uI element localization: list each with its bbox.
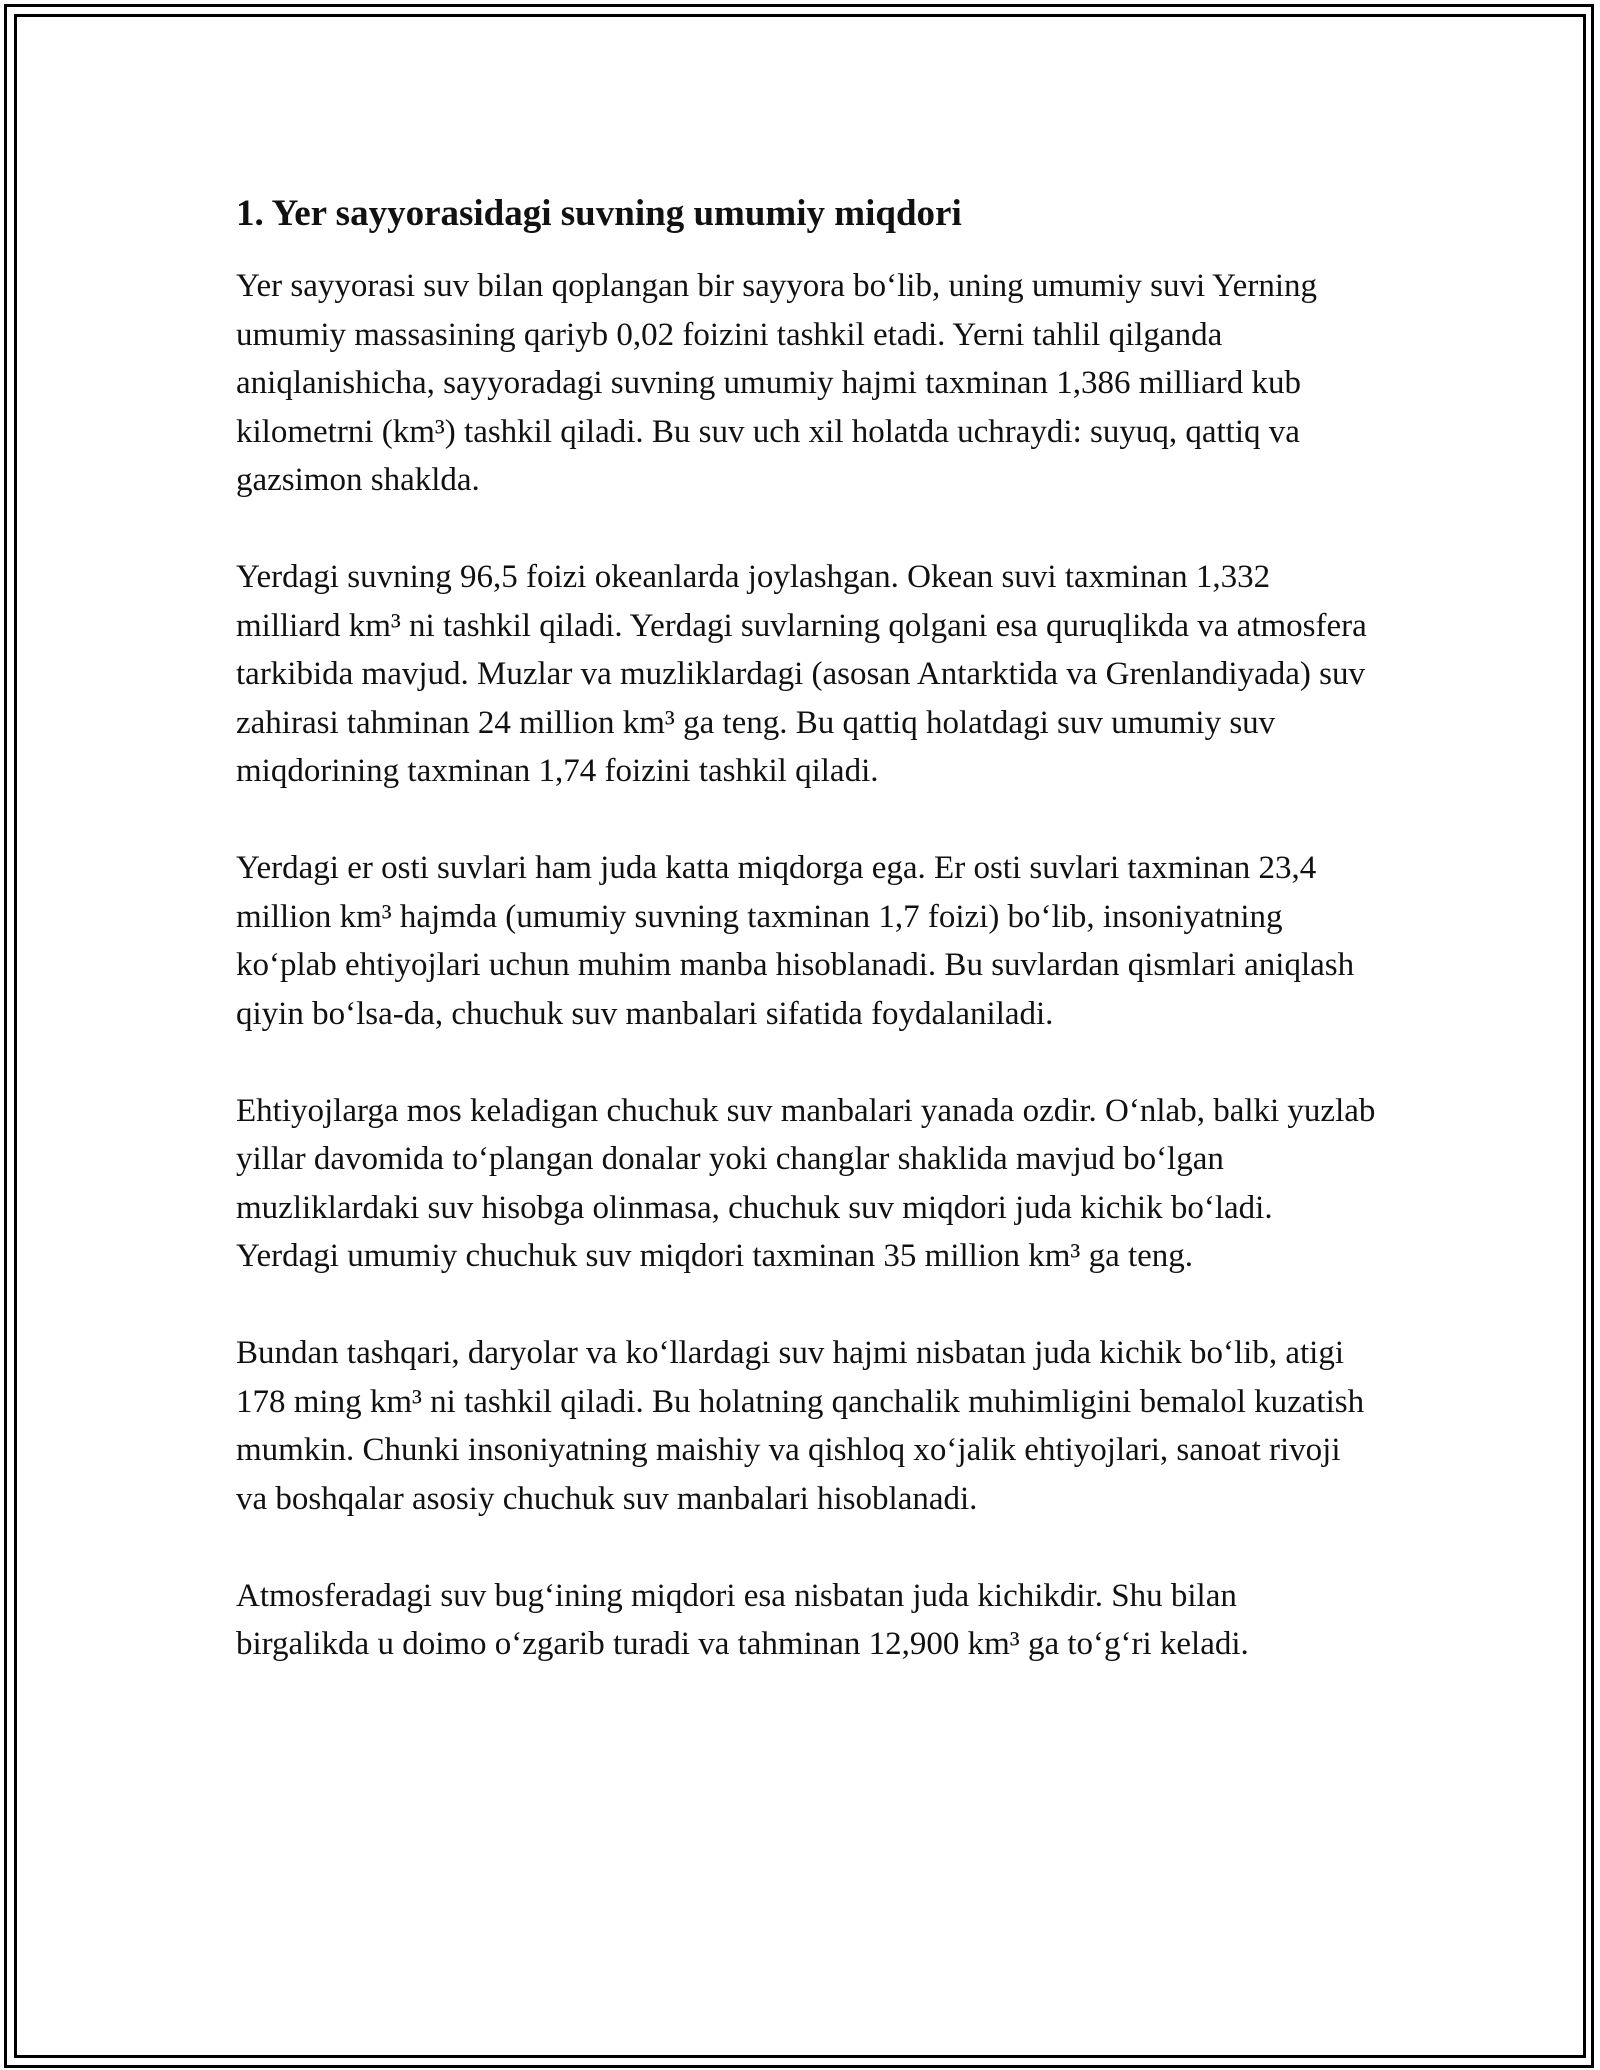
paragraph-rivers-lakes: Bundan tashqari, daryolar va ko‘llardagi suv hajmi nisbatan juda kichik bo‘lib, atigi 178 ming km³ ni tashkil qiladi. Bu holatning qanchalik muhimligini bemalol kuzatish mumkin. Chunki insoniyatning maishiy va qishloq xo‘jalik ehtiyojlari, sanoat rivoji va boshqalar asosiy chuchuk suv manbalari hisoblanadi. — [236, 1335, 1365, 1517]
paragraph-ocean-water: Yerdagi suvning 96,5 foizi okeanlarda joylashgan. Okean suvi taxminan 1,332 milliard km³ ni tashkil qiladi. Yerdagi suvlarning qolgani esa quruqlikda va atmosfera tarkibida mavjud. Muzlar va muzliklardagi (asosan Antarktida va Grenlandiyada) suv zahirasi tahminan 24 million km³ ga teng. Bu qattiq holatdagi suv umumiy suv miqdorining taxminan 1,74 foizini tashkil qiladi. — [236, 559, 1367, 789]
paragraph-total-water: Yer sayyorasi suv bilan qoplangan bir sayyora bo‘lib, uning umumiy suvi Yerning umumiy massasining qariyb 0,02 foizini tashkil etadi. Yerni tahlil qilganda aniqlanishicha, sayyoradagi suvning umumiy hajmi taxminan 1,386 milliard kub kilometrni (km³) tashkil qiladi. Bu suv uch xil holatda uchraydi: suyuq, qattiq va gazsimon shaklda. — [236, 268, 1317, 498]
paragraph-groundwater: Yerdagi er osti suvlari ham juda katta miqdorga ega. Er osti suvlari taxminan 23,4 million km³ hajmda (umumiy suvning taxminan 1,7 foizi) bo‘lib, insoniyatning ko‘plab ehtiyojlari uchun muhim manba hisoblanadi. Bu suvlardan qismlari aniqlash qiyin bo‘lsa-da, chuchuk suv manbalari sifatida foydalaniladi. — [236, 850, 1355, 1032]
section-title: 1. Yer sayyorasidagi suvning umumiy miqdori — [236, 193, 962, 234]
paragraph-atmosphere: Atmosferadagi suv bug‘ining miqdori esa nisbatan juda kichikdir. Shu bilan birgalikda u doimo o‘zgarib turadi va tahminan 12,900 km³ ga to‘g‘ri keladi. — [236, 1577, 1249, 1662]
paragraph-fresh-water: Ehtiyojlarga mos keladigan chuchuk suv manbalari yanada ozdir. O‘nlab, balki yuzlab yillar davomida to‘plangan donalar yoki changlar shaklida mavjud bo‘lgan muzliklardaki suv hisobga olinmasa, chuchuk suv miqdori juda kichik bo‘ladi. Yerdagi umumiy chuchuk suv miqdori taxminan 35 million km³ ga teng. — [236, 1092, 1376, 1274]
document-body — [236, 186, 1376, 1717]
